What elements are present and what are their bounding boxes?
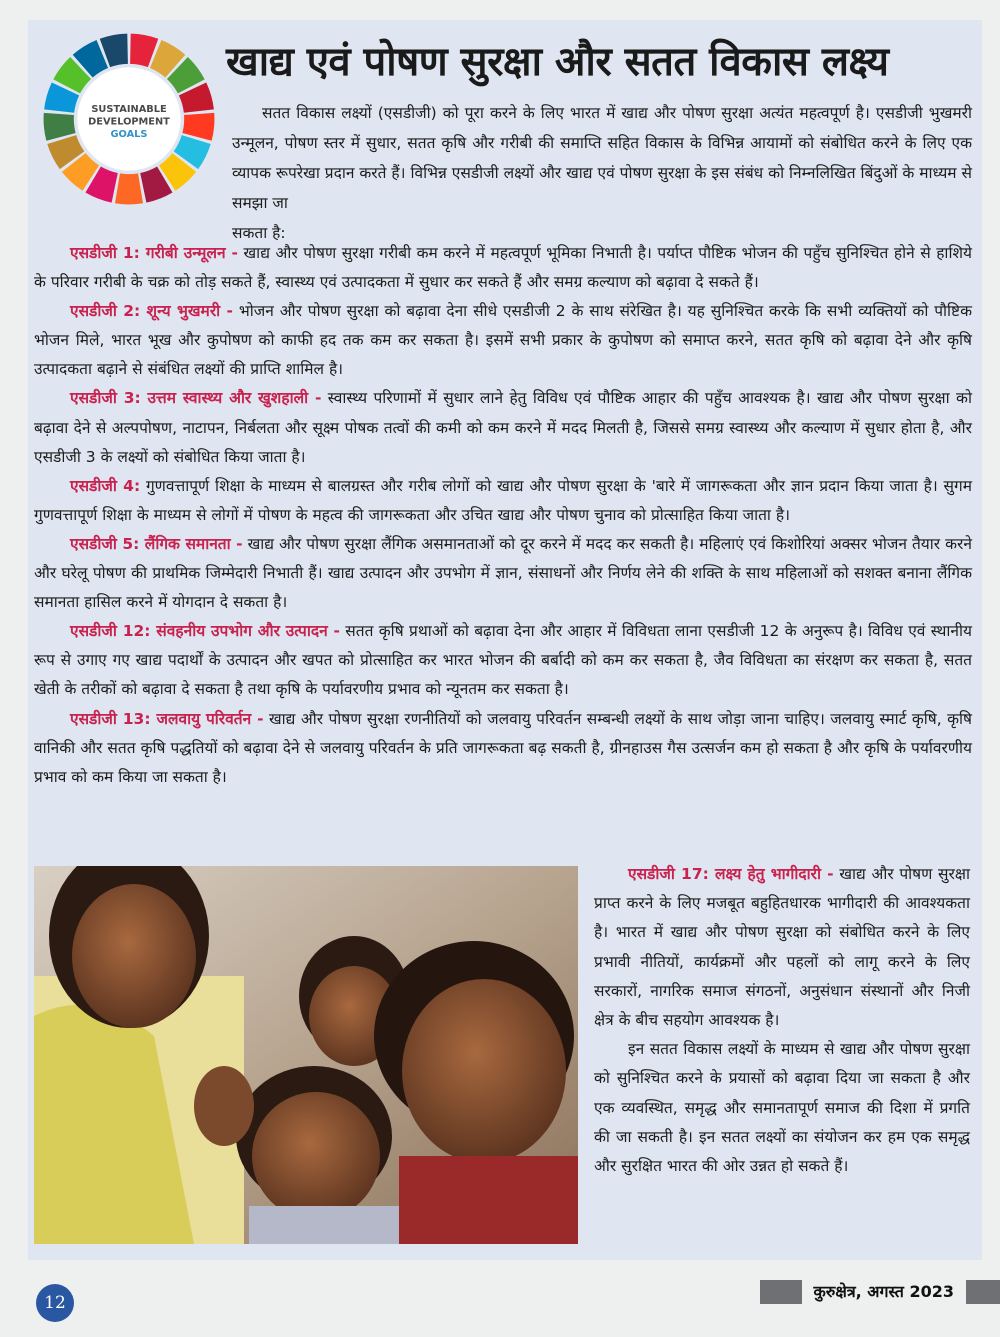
sdg-section — [34, 530, 972, 617]
sdg-wheel-segment — [44, 113, 76, 141]
intro-last-line: सकता है: — [232, 224, 286, 242]
sdg-heading: एसडीजी 2: शून्य भुखमरी - — [70, 302, 233, 321]
logo-line-3: GOALS — [110, 128, 148, 140]
sdg-heading: एसडीजी 3: उत्तम स्वास्थ्य और खुशहाली - — [70, 389, 322, 408]
sdg-heading: एसडीजी 1: गरीबी उन्मूलन - — [70, 244, 238, 262]
sdg-heading: एसडीजी 12: संवहनीय उपभोग और उत्पादन - — [70, 622, 340, 641]
sdg-section — [34, 617, 972, 704]
right-column — [594, 860, 970, 1181]
sdg-heading: एसडीजी 5: लैंगिक समानता - — [70, 534, 243, 553]
sdg-text: खाद्य और पोषण सुरक्षा रणनीतियों को जलवायु परिवर्तन सम्बन्धी लक्ष्यों के साथ जोड़ा जाना चाहिए। जलवायु स्मार्ट कृषि, कृषि वानिकी और सतत कृषि पद्धतियों को बढ़ावा देने से जलवायु परिवर्तन के प्रति जागरूकता बढ़ सकती है, ग्रीनहाउस गैस उत्सर्जन कम हो सकता है और कृषि के पर्यावरणीय प्रभाव को कम किया जा सकता है। — [34, 709, 972, 786]
children-photo — [34, 866, 578, 1244]
article-title: खाद्य एवं पोषण सुरक्षा और सतत विकास लक्ष्य — [226, 39, 889, 85]
sdg-section — [34, 472, 972, 530]
sdg-section — [34, 239, 972, 297]
logo-line-1: SUSTAINABLE — [91, 103, 167, 115]
intro-paragraph: सतत विकास लक्ष्यों (एसडीजी) को पूरा करने के लिए भारत में खाद्य और पोषण सुरक्षा अत्यंत महत्वपूर्ण है। एसडीजी भुखमरी उन्मूलन, पोषण स्तर में सुधार, सतत कृषि और गरीबी की समाप्ति सहित विकास के विभिन्न आयामों को संबोधित करने के लिए एक व्यापक रूपरेखा प्रदान करते हैं। विभिन्न एसडीजी लक्ष्यों और खाद्य एवं पोषण सुरक्षा के इस संबंध को निम्नलिखित बिंदुओं के माध्यम से समझा जा — [232, 104, 972, 212]
sdg17-text: खाद्य और पोषण सुरक्षा प्राप्त करने के लिए मजबूत बहुहितधारक भागीदारी की आवश्यकता है। भारत में खाद्य और पोषण सुरक्षा को संबोधित करने के लिए प्रभावी नीतियों, कार्यक्रमों और पहलों को लागू करने के लिए सरकारों, नागरिक समाज संगठनों, अनुसंधान संस्थानों और निजी क्षेत्र के बीच सहयोग आवश्यक है। — [594, 865, 970, 1030]
sdg-sections — [34, 239, 972, 792]
sdg-text: खाद्य और पोषण सुरक्षा गरीबी कम करने में महत्वपूर्ण भूमिका निभाती है। पर्याप्त पौष्टिक भोजन की पहुँच सुनिश्चित होने से हाशिये के परिवार गरीबी के चक्र को तोड़ सकते हैं, स्वास्थ्य एवं उत्पादकता में सुधार कर सकते हैं और समग्र कल्याण को बढ़ावा दे सकते हैं। — [34, 244, 972, 292]
page-number: 12 — [36, 1284, 74, 1322]
sdg-text: सतत कृषि प्रथाओं को बढ़ावा देना और आहार में विविधता लाना एसडीजी 12 के अनुरूप है। विविध एवं स्थानीय रूप से उगाए गए खाद्य पदार्थों के उत्पादन और खपत को प्रोत्साहित कर भारत भोजन की बर्बादी को कम कर सकता है, जैव विविधता का संरक्षण कर सकता है, सतत खेती के तरीकों को बढ़ावा दे सकता है तथा कृषि के पर्यावरणीय प्रभाव को न्यूनतम कर सकता है। — [34, 622, 972, 699]
conclusion-paragraph: इन सतत विकास लक्ष्यों के माध्यम से खाद्य और पोषण सुरक्षा को सुनिश्चित करने के प्रयासों को बढ़ावा दिया जा सकता है और एक व्यवस्थित, समृद्ध और समानतापूर्ण समाज की दिशा में प्रगति की जा सकती है। इन सतत लक्ष्यों का संयोजन कर हम एक समृद्ध और सुरक्षित भारत की ओर उन्नत हो सकते हैं। — [594, 1040, 970, 1176]
sdg-text: गुणवत्तापूर्ण शिक्षा के माध्यम से बालग्रस्त और गरीब लोगों को खाद्य और पोषण सुरक्षा के 'बारे में जागरूकता और ज्ञान प्रदान किया जाता है। सुगम गुणवत्तापूर्ण शिक्षा के माध्यम से लोगों में पोषण के महत्व की जागरूकता और उचित खाद्य और पोषण चुनाव को प्रोत्साहित किया जाता है। — [34, 476, 972, 524]
sdg-heading: एसडीजी 4: — [70, 476, 141, 495]
sdg-wheel-segment — [182, 113, 214, 141]
publication-footer: कुरुक्षेत्र, अगस्त 2023 — [802, 1278, 967, 1306]
sdg-section — [34, 705, 972, 792]
sdg-section — [34, 297, 972, 384]
sdg-heading: एसडीजी 13: जलवायु परिवर्तन - — [70, 709, 264, 728]
sdg-text: भोजन और पोषण सुरक्षा को बढ़ावा देना सीधे एसडीजी 2 के साथ संरेखित है। यह सुनिश्चित करके कि सभी व्यक्तियों को पौष्टिक भोजन मिले, भारत भूख और कुपोषण को काफी हद तक कम कर सकता है। इसमें सभी प्रकार के कुपोषण को समाप्त करने, सतत कृषि को बढ़ावा देने और कृषि उत्पादकता बढ़ाने से संबंधित लक्ष्यों की प्राप्ति शामिल है। — [34, 302, 973, 379]
logo-line-2: DEVELOPMENT — [88, 116, 170, 128]
sdg17-heading: एसडीजी 17: लक्ष्य हेतु भागीदारी - — [628, 865, 834, 883]
sdg-wheel-segment — [115, 173, 143, 204]
sdg-text: खाद्य और पोषण सुरक्षा लैंगिक असमानताओं को दूर करने में मदद कर सकती है। महिलाएं एवं किशोरियां अक्सर भोजन तैयार करने और घरेलू पोषण की प्राथमिक जिम्मेदारी निभाती हैं। खाद्य उत्पादन और उपभोग में ज्ञान, संसाधनों और निर्णय लेने की शक्ति के साथ महिलाओं को सशक्त बनाना लैंगिक समानता हासिल करने में योगदान दे सकता है। — [34, 534, 972, 612]
sdg-wheel-logo — [40, 30, 218, 208]
sdg17-paragraph — [594, 860, 970, 1035]
sdg-text: स्वास्थ्य परिणामों में सुधार लाने हेतु विविध एवं पौष्टिक आहार की पहुँच आवश्यक है। खाद्य और पोषण सुरक्षा को बढ़ावा देने से अल्पपोषण, नाटापन, निर्बलता और सूक्ष्म पोषक तत्वों की कमी को कम करने में मदद मिलती है, जिससे समग्र स्वास्थ्य और कल्याण में सुधार होता है, और एसडीजी 3 के लक्ष्यों को संबोधित किया जाता है। — [34, 389, 972, 466]
sdg-section — [34, 384, 972, 471]
